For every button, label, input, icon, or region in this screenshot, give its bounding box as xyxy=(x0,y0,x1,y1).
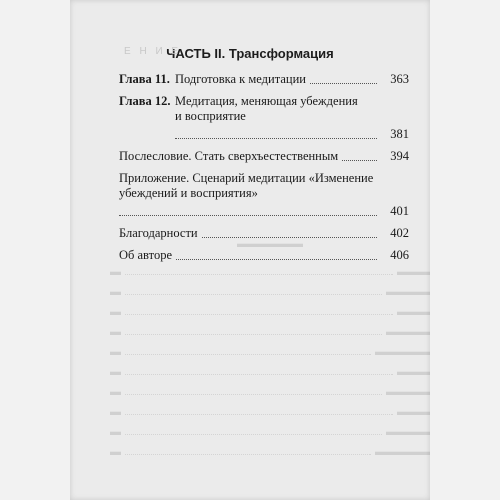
bleed-line: ▬▬▬▬▬ ▬ xyxy=(110,346,430,358)
page-number: 394 xyxy=(390,149,409,163)
entry-title-line-1: Приложение. Сценарий медитации «Изменение xyxy=(119,171,374,185)
bleed-line: ▬▬▬ ▬ xyxy=(110,366,430,378)
bleed-line: ▬▬▬ ▬ xyxy=(110,306,430,318)
reverse-side-bleed-through xyxy=(110,200,430,490)
bleed-line: ▬▬▬ ▬ xyxy=(110,406,430,418)
page-number: 402 xyxy=(390,226,409,240)
chapter-label: Глава 11. xyxy=(119,72,170,86)
entry-title: Об авторе xyxy=(119,248,172,262)
entry-title: Послесловие. Стать сверхъестественным xyxy=(119,149,339,163)
bleed-line: ▬▬▬▬ ▬ xyxy=(110,326,430,338)
entry-title: Благодарности xyxy=(119,226,198,240)
ghost-header-text: Е Н И Е xyxy=(124,46,182,57)
part-title: ЧАСТЬ II. Трансформация xyxy=(166,46,334,61)
chapter-label: Глава 12. xyxy=(119,94,171,108)
bleed-line: ▬▬▬ ▬ xyxy=(110,266,430,278)
dot-leader xyxy=(310,83,377,84)
bleed-title-shape: ▬▬▬▬▬▬ xyxy=(237,238,303,250)
bleed-line: ▬▬▬▬ ▬ xyxy=(110,286,430,298)
page-number: 406 xyxy=(390,248,409,262)
bleed-line: ▬▬▬▬▬ ▬ xyxy=(110,446,430,458)
entry-title-line-2: и восприятие xyxy=(175,109,246,123)
dot-leader xyxy=(175,138,377,139)
toc-entry-chapter-11 xyxy=(119,72,409,87)
book-page xyxy=(70,0,430,500)
toc-entry-afterword xyxy=(119,149,409,164)
entry-title: Подготовка к медитации xyxy=(175,72,306,86)
bleed-line: ▬▬▬▬ ▬ xyxy=(110,426,430,438)
page-number: 363 xyxy=(390,72,409,86)
page-header xyxy=(70,46,430,61)
entry-title-line-2: убеждений и восприятия» xyxy=(119,186,258,200)
dot-leader xyxy=(342,160,377,161)
bleed-line: ▬▬▬▬ ▬ xyxy=(110,386,430,398)
toc-entry-chapter-12 xyxy=(119,94,409,142)
entry-title-line-1: Медитация, меняющая убеждения xyxy=(175,94,358,108)
page-number: 401 xyxy=(390,204,409,218)
page-number: 381 xyxy=(390,127,409,141)
